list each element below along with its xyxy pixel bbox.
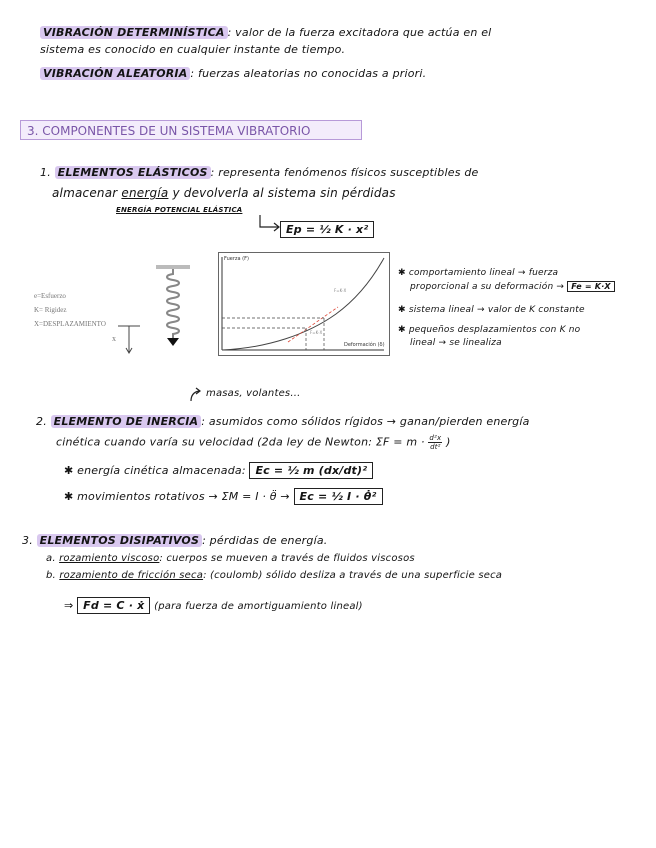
curved-arrow-icon: [188, 387, 202, 403]
arrow-to-formula: [256, 213, 282, 233]
graph-xlabel: Deformación (δ): [344, 342, 385, 348]
intro-line-3: VIBRACIÓN ALEATORIA : fuerzas aleatorias no conocidas a priori.: [40, 67, 426, 80]
force-deformation-graph: [218, 252, 390, 356]
spring-illustration: [110, 262, 200, 362]
formula-ec-1: Ec = ½ m (dx/dt)²: [249, 462, 373, 479]
x-label: x: [112, 334, 116, 343]
asterisk-icon: ✱: [64, 490, 74, 503]
asterisk-icon: ✱: [398, 268, 406, 278]
graph-ylabel: Fuerza (F): [224, 256, 249, 262]
bullet-pequenos-desplazamientos: ✱ pequeños desplazamientos con K no: [398, 325, 581, 335]
asterisk-icon: ✱: [398, 325, 406, 335]
formula-ep: Ep = ½ K · x²: [280, 221, 374, 238]
legend-esfuerzo: e=Esfuerzo: [34, 292, 66, 300]
formula-fd: Fd = C · ẋ: [77, 597, 150, 614]
item1-line-1: 1. ELEMENTOS ELÁSTICOS : representa fenómenos físicos susceptibles de: [40, 166, 479, 179]
bullet-pequenos-desplazamientos-2: lineal → se linealiza: [410, 338, 502, 348]
term-elementos-elasticos: ELEMENTOS ELÁSTICOS: [55, 166, 211, 179]
item2-bullet-1: ✱ energía cinética almacenada: Ec = ½ m (dx/dt)²: [64, 462, 373, 479]
item3-formula-line: ⇒ Fd = C · ẋ (para fuerza de amortiguamiento lineal): [64, 599, 363, 612]
graph-annotation-1: F=K·X: [334, 288, 347, 293]
bullet-sistema-lineal: ✱ sistema lineal → valor de K constante: [398, 305, 585, 315]
asterisk-icon: ✱: [398, 305, 406, 315]
term-vibracion-aleatoria: VIBRACIÓN ALEATORIA: [40, 67, 190, 80]
item2-line-2: cinética cuando varía su velocidad (2da ley de Newton: ΣF = m · $\frac{\text{d²x}}{\text{dt²}}$ ): [56, 434, 451, 451]
section-title: 3. COMPONENTES DE UN SISTEMA VIBRATORIO: [20, 120, 362, 140]
graph-annotation-2: F=K·X: [310, 330, 323, 335]
bullet-comportamiento-lineal-2: proporcional a su deformación → Fe = K·X: [410, 281, 615, 292]
bullet-comportamiento-lineal: ✱ comportamiento lineal → fuerza: [398, 268, 559, 278]
intro-line-1: VIBRACIÓN DETERMINÍSTICA : valor de la fuerza excitadora que actúa en el: [40, 26, 491, 39]
masas-note: masas, volantes...: [206, 388, 301, 399]
legend-desplazamiento: X=DESPLAZAMIENTO: [34, 320, 106, 328]
item3-b: b. rozamiento de fricción seca: (coulomb) sólido desliza a través de una superficie seca: [46, 570, 503, 581]
energia-potencial-label: ENERGÍA POTENCIAL ELÁSTICA: [116, 206, 243, 214]
intro-line-2: sistema es conocido en cualquier instante de tiempo.: [40, 43, 346, 56]
item3-line-1: 3. ELEMENTOS DISIPATIVOS : pérdidas de energía.: [22, 534, 328, 547]
term-rozamiento-viscoso: rozamiento viscoso: [59, 553, 160, 564]
fraction-d2x-dt2: $\frac{\text{d²x}}{\text{dt²}}$: [429, 434, 442, 451]
term-elemento-inercia: ELEMENTO DE INERCIA: [51, 415, 202, 428]
item2-bullet-2: ✱ movimientos rotativos → ΣM = I · θ̈ → Ec = ½ I · θ̇²: [64, 488, 383, 505]
legend-rigidez: K= Rigidez: [34, 306, 67, 314]
term-vibracion-deterministica: VIBRACIÓN DETERMINÍSTICA: [40, 26, 228, 39]
item2-line-1: 2. ELEMENTO DE INERCIA : asumidos como sólidos rígidos → ganan/pierden energía: [36, 415, 530, 428]
asterisk-icon: ✱: [64, 464, 74, 477]
item3-a: a. rozamiento viscoso: cuerpos se mueven a través de fluidos viscosos: [46, 553, 415, 564]
formula-ec-2: Ec = ½ I · θ̇²: [294, 488, 383, 505]
item1-line-2: almacenar energía y devolverla al sistema sin pérdidas: [52, 186, 396, 200]
term-elementos-disipativos: ELEMENTOS DISIPATIVOS: [37, 534, 202, 547]
term-rozamiento-friccion-seca: rozamiento de fricción seca: [59, 570, 204, 581]
implies-arrow-icon: ⇒: [64, 599, 74, 612]
